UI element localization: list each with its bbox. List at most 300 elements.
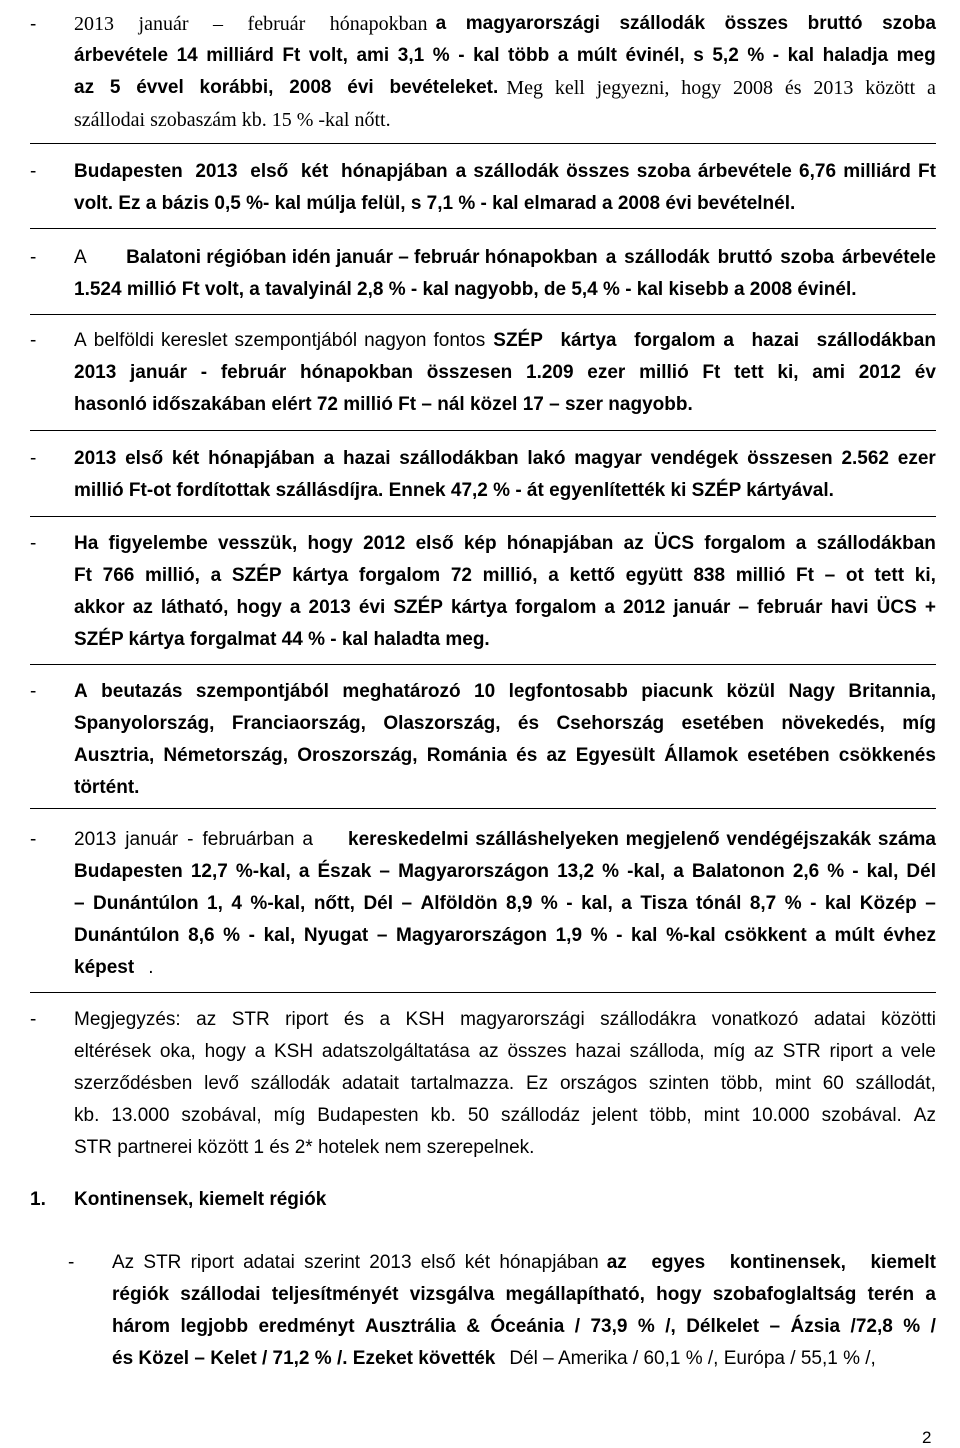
word: Délkelet: [686, 1316, 760, 1337]
word: a: [302, 829, 313, 850]
word: hónapjában: [499, 1252, 599, 1273]
word: 72: [450, 565, 472, 586]
word: ami: [812, 362, 845, 383]
word: Óceánia: [490, 1316, 565, 1337]
word: és: [517, 713, 540, 734]
word: kal: [824, 893, 852, 914]
text-line: [30, 1132, 936, 1164]
word: két: [171, 448, 200, 469]
word: évvel: [136, 77, 184, 98]
text-line: [68, 1343, 936, 1375]
word: szállodákra: [600, 1009, 697, 1030]
word: szállodákban: [399, 448, 519, 469]
word: szempontjából: [234, 330, 358, 351]
word: szállodáz: [500, 1105, 581, 1126]
word: nagyon: [364, 330, 427, 351]
word: több,: [720, 1073, 764, 1094]
word: ot: [845, 565, 864, 586]
text-segment: [302, 824, 340, 856]
word: kiemelt: [870, 1252, 936, 1273]
word: Dél: [363, 893, 394, 914]
word: Magyarországon: [398, 861, 550, 882]
line-text: [74, 1036, 936, 1068]
heading-number: 1.: [30, 1189, 46, 1210]
word: a: [605, 247, 617, 268]
text-segment: [348, 824, 936, 856]
word: Dunántúlon: [93, 893, 199, 914]
text-segment: [74, 72, 498, 104]
page-number: 2: [922, 1428, 932, 1447]
word: Spanyolország,: [74, 713, 215, 734]
text-line: [30, 104, 936, 136]
word: árbevétele: [697, 161, 792, 182]
line-text: [74, 592, 936, 624]
word: összes: [566, 161, 630, 182]
text-line: [30, 1004, 936, 1036]
word: két: [464, 1252, 491, 1273]
text-segment: hasonló időszakában elért 72 millió Ft – nál közel 17 – szer nagyobb.: [74, 394, 693, 415]
word: Ft: [918, 161, 936, 182]
text-line: [30, 824, 936, 856]
word: terén: [867, 1284, 915, 1305]
text-segment: [607, 1247, 936, 1279]
word: szoba: [780, 247, 835, 268]
line-text: [74, 676, 936, 708]
word: mint: [774, 1073, 811, 1094]
word: szerint: [304, 1252, 361, 1273]
word: Ausztrália: [365, 1316, 456, 1337]
word: az: [196, 1009, 217, 1030]
word: hónapjában: [340, 161, 448, 182]
line-text: [74, 8, 936, 40]
text-segment: Dél – Amerika / 60,1 % /, Európa / 55,1 % /,: [509, 1348, 876, 1369]
word: kettő: [569, 565, 615, 586]
word: egyes: [651, 1252, 706, 1273]
word: Ázsia: [790, 1316, 841, 1337]
word: ÜCS: [653, 533, 695, 554]
text-line: [30, 1036, 936, 1068]
word: megjelenő: [625, 829, 720, 850]
word: Magyarországon: [396, 925, 548, 946]
word: –: [738, 597, 749, 618]
text-line: [30, 888, 936, 920]
word: összesen: [747, 448, 833, 469]
line-text: [74, 188, 936, 220]
word: oka,: [159, 1041, 196, 1062]
word: 10.000: [751, 1105, 810, 1126]
word: -: [566, 893, 573, 914]
word: %: [540, 893, 558, 914]
word: hónapjában: [506, 533, 614, 554]
text-segment: [74, 560, 936, 592]
word: esetében: [747, 745, 830, 766]
word: forgalom: [515, 597, 597, 618]
word: Budapesten: [74, 161, 183, 182]
word: 8,6: [188, 925, 215, 946]
word: Ausztria,: [74, 745, 155, 766]
word: –: [213, 13, 224, 35]
text-segment: millió Ft-ot fordítottak szállásdíjra. Ennek 47,2 % - át egyenlítették ki SZÉP kártyával.: [74, 480, 834, 501]
word: Franciaország,: [231, 713, 366, 734]
word: múlt: [834, 925, 875, 946]
word: több,: [649, 1105, 692, 1126]
word: szállodai: [180, 1284, 261, 1305]
word: 2,6: [792, 861, 820, 882]
word: kal: [473, 45, 500, 66]
text-segment: [74, 592, 936, 624]
word: 2013: [813, 77, 854, 99]
word: piacunk: [641, 681, 714, 702]
word: SZÉP: [393, 597, 443, 618]
word: között: [865, 77, 916, 99]
word: /: [930, 1316, 936, 1337]
line-text: [74, 624, 936, 656]
word: szállodák: [250, 1073, 330, 1094]
word: 13,2: [557, 861, 595, 882]
word: 766: [102, 565, 135, 586]
word: megállapítható,: [505, 1284, 645, 1305]
text-line: [30, 528, 936, 560]
word: figyelembe: [108, 533, 208, 554]
word: első: [420, 1252, 456, 1273]
text-segment: SZÉP kártya forgalmat 44 % - kal haladta meg.: [74, 629, 490, 650]
word: STR: [231, 1009, 270, 1030]
word: Meg: [506, 77, 543, 99]
section-divider: [30, 664, 936, 665]
word: Ft: [74, 565, 92, 586]
text-segment: [74, 443, 936, 475]
word: két: [300, 161, 329, 182]
word: az: [478, 1041, 499, 1062]
text-segment: [74, 740, 936, 772]
section-divider: [30, 808, 936, 809]
word: Nyugat: [303, 925, 369, 946]
word: -: [248, 925, 255, 946]
text-line: [30, 8, 936, 40]
bullet-dash: -: [30, 330, 37, 351]
word: magyar: [574, 448, 642, 469]
line-text: [74, 274, 936, 306]
text-line: [30, 188, 936, 220]
text-segment: [74, 920, 936, 952]
word: szállodák: [624, 247, 710, 268]
word: 1.209: [526, 362, 574, 383]
word: jelent: [592, 1105, 638, 1126]
word: vendégéjszakák: [726, 829, 872, 850]
word: haladja: [822, 45, 889, 66]
word: hogy: [236, 597, 282, 618]
word: riport: [190, 1252, 234, 1273]
word: a: [795, 533, 807, 554]
word: a: [323, 448, 335, 469]
word: -: [852, 861, 859, 882]
word: Nagy: [788, 681, 835, 702]
word: kal,: [581, 893, 613, 914]
word: szobafoglaltság: [712, 1284, 857, 1305]
word: vizsgálva: [409, 1284, 495, 1305]
word: kontinensek,: [729, 1252, 846, 1273]
word: Ft: [796, 565, 814, 586]
word: –: [376, 925, 388, 946]
word: Az: [913, 1105, 936, 1126]
word: múlt: [576, 45, 617, 66]
word: bruttó: [807, 13, 863, 34]
word: míg: [902, 713, 936, 734]
text-line: [30, 1068, 936, 1100]
text-segment: [74, 325, 485, 357]
word: -: [200, 362, 208, 383]
word: 1,9: [555, 925, 583, 946]
text-line: [30, 242, 936, 274]
text-segment: .: [148, 957, 154, 978]
text-segment: STR partnerei között 1 és 2* hotelek nem szerepelnek.: [74, 1137, 535, 1158]
word: hogy: [307, 533, 353, 554]
text-segment: volt. Ez a bázis 0,5 %- kal múlja felül, s 7,1 % - kal elmarad a 2008 évi bevételnél.: [74, 193, 796, 214]
text-segment: [506, 72, 936, 104]
word: évhez: [883, 925, 936, 946]
word: adatszolgáltatása: [321, 1041, 470, 1062]
text-segment: képest: [74, 957, 135, 978]
heading-text: Kontinensek, kiemelt régiók: [74, 1189, 327, 1210]
text-line: [30, 357, 936, 389]
text-segment: [436, 8, 936, 40]
word: 8,9: [506, 893, 533, 914]
bullet-dash: -: [30, 161, 37, 182]
paragraph-guest-nights: [30, 824, 936, 984]
text-line: [30, 475, 936, 507]
word: összes: [724, 13, 789, 34]
word: szálloda,: [629, 1041, 705, 1062]
word: Oroszország,: [297, 745, 418, 766]
word: akkor: [74, 597, 125, 618]
line-text: [74, 1004, 936, 1036]
word: száma: [877, 829, 936, 850]
text-line: [30, 274, 936, 306]
word: jegyezni,: [596, 77, 670, 99]
word: Megjegyzés:: [74, 1009, 181, 1030]
word: Közép: [859, 893, 917, 914]
word: 12,7: [190, 861, 228, 882]
word: szállodát,: [855, 1073, 936, 1094]
word: %: [827, 861, 845, 882]
word: február: [247, 13, 306, 35]
line-text: [74, 740, 936, 772]
word: a: [881, 1041, 893, 1062]
word: szoba: [636, 161, 691, 182]
word: február: [757, 597, 823, 618]
word: 3,1: [397, 45, 425, 66]
word: kal,: [866, 861, 899, 882]
bullet-dash: -: [30, 681, 37, 702]
word: ki,: [777, 362, 799, 383]
word: -: [187, 829, 194, 850]
word: növekedés,: [781, 713, 885, 734]
text-segment: [112, 1311, 936, 1343]
word: Államok: [664, 745, 739, 766]
word: hónapjában: [208, 448, 315, 469]
word: a: [673, 861, 684, 882]
line-text: [112, 1311, 936, 1343]
text-segment: [74, 40, 936, 72]
line-text: [74, 1132, 936, 1164]
word: csökkent: [724, 925, 807, 946]
word: a: [815, 925, 826, 946]
word: évinél,: [625, 45, 685, 66]
word: tett: [874, 565, 905, 586]
bullet-dash: -: [30, 829, 37, 850]
word: 2013: [74, 448, 117, 469]
word: forgalom: [704, 533, 786, 554]
word: Észak: [317, 861, 372, 882]
word: szállodák: [473, 161, 559, 182]
bullet-dash: -: [30, 247, 37, 268]
word: hazai: [575, 1041, 621, 1062]
bullet-dash: -: [30, 533, 37, 554]
word: 838: [693, 565, 726, 586]
word: 73,9: [590, 1316, 628, 1337]
word: hónapokban: [329, 13, 428, 35]
word: bevételeket.: [389, 77, 499, 98]
word: STR: [782, 1041, 821, 1062]
word: 6,76: [799, 161, 837, 182]
word: nőtt,: [313, 893, 355, 914]
word: %: [637, 1316, 655, 1337]
word: az: [546, 745, 567, 766]
word: együtt: [625, 565, 683, 586]
word: a: [298, 861, 310, 882]
word: adatai: [813, 1009, 866, 1030]
word: a: [379, 1009, 391, 1030]
word: /,: [665, 1316, 676, 1337]
word: hónapokban: [300, 362, 413, 383]
word: vonatkozó: [711, 1009, 799, 1030]
word: míg: [713, 1041, 746, 1062]
line-text: [74, 1068, 936, 1100]
word: szerződésben: [74, 1073, 193, 1094]
word: idén: [291, 247, 331, 268]
word: kb.: [74, 1105, 100, 1126]
word: STR: [143, 1252, 182, 1273]
word: első: [415, 533, 454, 554]
word: 2013: [74, 829, 117, 850]
text-line: [30, 920, 936, 952]
word: az: [753, 1041, 774, 1062]
word: legjobb: [180, 1316, 249, 1337]
word: %: [223, 925, 241, 946]
word: levő: [204, 1073, 239, 1094]
line-text: [74, 1100, 936, 1132]
text-segment: [74, 242, 118, 274]
line-text: [74, 325, 936, 357]
word: az: [623, 533, 644, 554]
text-segment: [74, 357, 936, 389]
word: vele: [901, 1041, 936, 1062]
word: január: [125, 829, 179, 850]
word: SZÉP: [231, 565, 282, 586]
word: szobával,: [181, 1105, 262, 1126]
word: –: [925, 893, 936, 914]
word: szállodákban: [816, 533, 936, 554]
word: a: [723, 330, 734, 351]
word: Budapesten: [317, 1105, 419, 1126]
word: 14: [176, 45, 198, 66]
word: hogy: [204, 1041, 246, 1062]
word: csökkenés: [838, 745, 936, 766]
text-segment: [74, 1036, 936, 1068]
word: adatait: [341, 1073, 399, 1094]
word: Dél: [906, 861, 936, 882]
word: 2013: [369, 1252, 412, 1273]
text-segment: [112, 1279, 936, 1311]
word: a: [604, 597, 615, 618]
word: tett: [734, 362, 764, 383]
text-line: [30, 708, 936, 740]
word: Ha: [74, 533, 99, 554]
word: Románia: [426, 745, 507, 766]
word: -: [772, 45, 780, 66]
word: régiók: [112, 1284, 170, 1305]
text-line: [30, 676, 936, 708]
word: és: [343, 1009, 364, 1030]
word: -kal,: [627, 861, 666, 882]
line-text: [74, 72, 936, 104]
word: első: [125, 448, 164, 469]
word: magyarországi: [460, 1009, 585, 1030]
word: január: [673, 597, 731, 618]
word: adatai: [243, 1252, 295, 1273]
word: közül: [726, 681, 776, 702]
word: havi: [830, 597, 869, 618]
word: volt,: [308, 45, 348, 66]
word: a: [557, 45, 569, 66]
word: a: [455, 161, 467, 182]
text-line: [68, 1279, 936, 1311]
text-line: [30, 325, 936, 357]
text-line: [68, 1311, 936, 1343]
word: Alföldön: [420, 893, 498, 914]
word: %-kal,: [250, 893, 306, 914]
word: 2013: [308, 597, 351, 618]
word: 2012: [623, 597, 666, 618]
word: -: [458, 45, 465, 66]
word: tónál: [695, 893, 742, 914]
section-divider: [30, 314, 936, 315]
word: 2013: [195, 161, 238, 182]
line-text: [74, 40, 936, 72]
word: a: [289, 597, 301, 618]
line-text: [74, 389, 936, 421]
text-line: [30, 389, 936, 421]
line-text: [74, 824, 936, 856]
word: kártya: [292, 565, 349, 586]
text-line: [30, 952, 936, 984]
text-line: [30, 772, 936, 804]
word: január: [138, 13, 189, 35]
line-text: [74, 708, 936, 740]
text-line: [30, 40, 936, 72]
text-segment: [74, 676, 936, 708]
bullet-dash: -: [30, 14, 37, 35]
word: összesen: [426, 362, 513, 383]
text-line: [30, 624, 936, 656]
word: +: [924, 597, 936, 618]
word: hogy: [681, 77, 722, 99]
word: forgalom: [358, 565, 441, 586]
word: milliárd: [206, 45, 274, 66]
word: vendégek: [650, 448, 739, 469]
section-divider: [30, 992, 936, 993]
paragraph-szep-card: [30, 325, 936, 421]
